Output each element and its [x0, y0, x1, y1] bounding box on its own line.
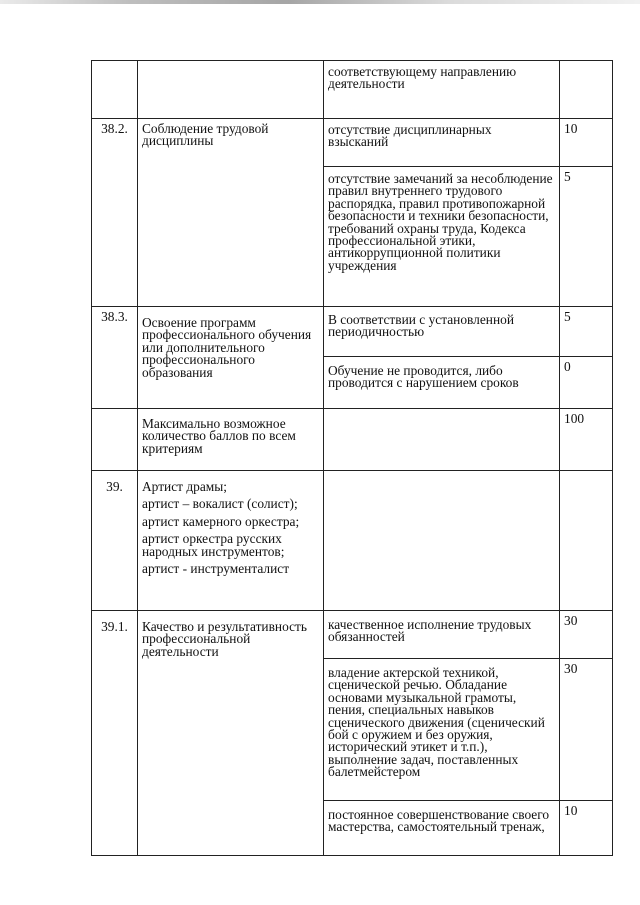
table-row [92, 307, 613, 357]
criterion-cell: Качество и результативность профессиональной деятельности [138, 611, 324, 856]
points-cell: 100 [560, 409, 613, 471]
position-item: артист камерного оркестра; [142, 513, 300, 529]
positions-cell [138, 471, 324, 611]
points-cell [560, 61, 613, 119]
indicator-cell: соответствующему направлению деятельности [324, 61, 560, 119]
indicator-cell: постоянное совершенствование своего мастерства, самостоятельный тренаж, [324, 801, 560, 856]
table-row [92, 409, 613, 471]
points-cell: 5 [560, 307, 613, 357]
position-item: артист - инструменталист [142, 561, 290, 577]
points-cell: 0 [560, 357, 613, 409]
points-cell: 10 [560, 119, 613, 167]
position-item: артист оркестра русских народных инструментов; [142, 531, 285, 559]
indicator-cell [324, 409, 560, 471]
indicator-cell: отсутствие дисциплинарных взысканий [324, 119, 560, 167]
points-cell: 10 [560, 801, 613, 856]
criterion-cell [138, 61, 324, 119]
criteria-table [91, 60, 613, 856]
criterion-cell: Максимально возможное количество баллов по всем критериям [138, 409, 324, 471]
points-cell: 5 [560, 167, 613, 307]
row-number [92, 61, 138, 119]
points-cell: 30 [560, 611, 613, 659]
criterion-cell: Освоение программ профессионального обучения или дополнительного профессионального образования [138, 307, 324, 409]
criterion-cell: Соблюдение трудовой дисциплины [138, 119, 324, 307]
points-cell [560, 471, 613, 611]
indicator-cell: качественное исполнение трудовых обязанностей [324, 611, 560, 659]
scan-edge [0, 0, 640, 4]
indicator-cell: Обучение не проводится, либо проводится с нарушением сроков [324, 357, 560, 409]
row-number: 39.1. [92, 611, 138, 856]
points-cell: 30 [560, 659, 613, 801]
row-number: 38.2. [92, 119, 138, 307]
indicator-cell: отсутствие замечаний за несоблюдение правил внутреннего трудового распорядка, правил противопожарной безопасности и техники безопасности, требований охраны труда, Кодекса профессиональной этики, антикоррупционной политики учреждения [324, 167, 560, 307]
table-row [92, 61, 613, 119]
row-number [92, 409, 138, 471]
indicator-cell: владение актерской техникой, сценической речью. Обладание основами музыкальной грамоты, пения, специальных навыков сценического движения (сценический бой с оружием и без оружия, исторический этикет и т.п.), выполнение задач, поставленных балетмейстером [324, 659, 560, 801]
table-row [92, 471, 613, 611]
indicator-cell [324, 471, 560, 611]
position-item: артист – вокалист (солист); [142, 496, 298, 512]
row-number: 38.3. [92, 307, 138, 409]
row-number: 39. [92, 471, 138, 611]
indicator-cell: В соответствии с установленной периодичностью [324, 307, 560, 357]
position-item: Артист драмы; [142, 479, 227, 494]
table-row [92, 611, 613, 659]
table-row [92, 119, 613, 167]
